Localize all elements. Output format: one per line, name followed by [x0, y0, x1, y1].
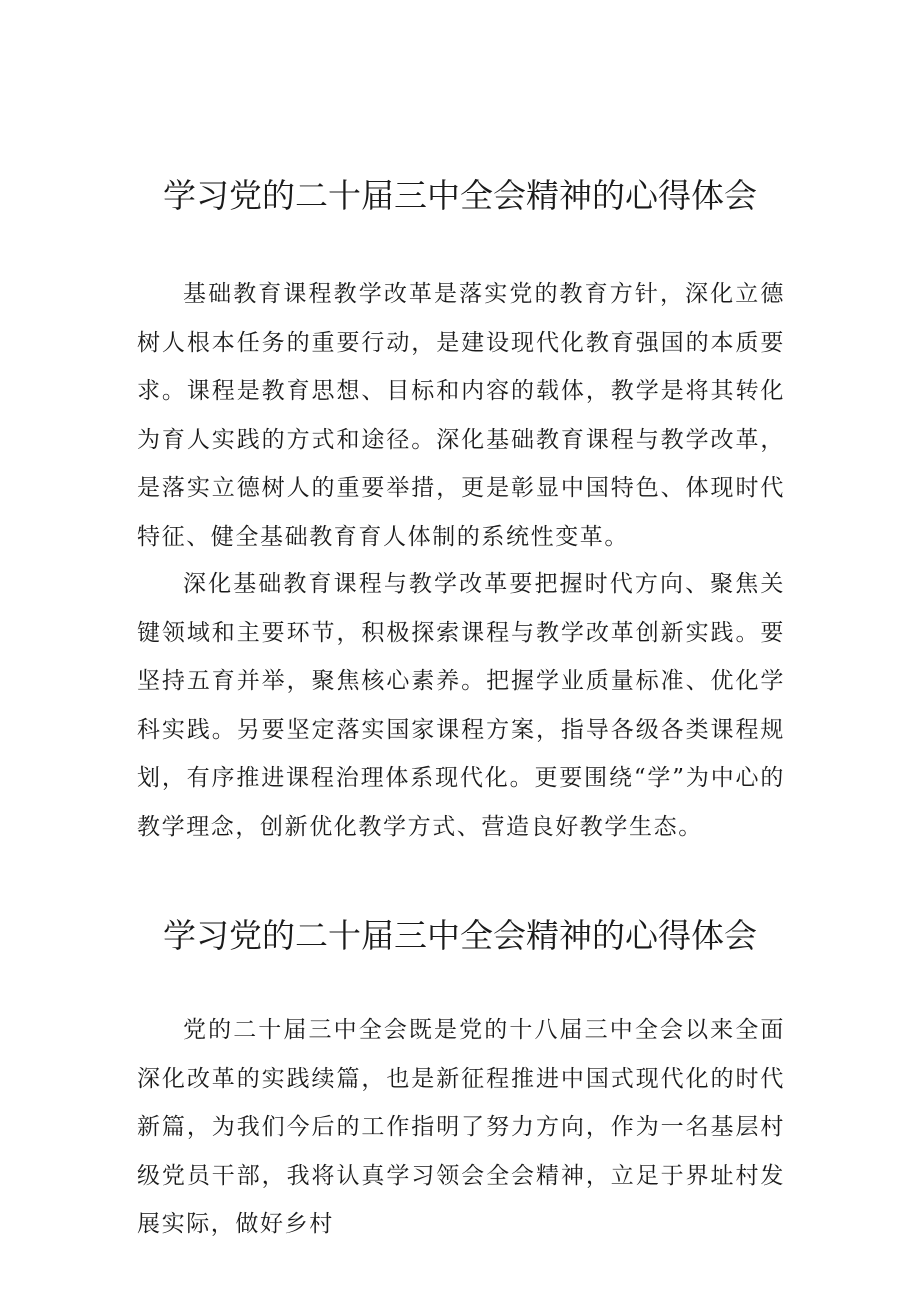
section-title: 学习党的二十届三中全会精神的心得体会	[163, 176, 757, 215]
body-paragraph: 党的二十届三中全会既是党的十八届三中全会以来全面深化改革的实践续篇，也是新征程推进中国式现代化的时代新篇，为我们今后的工作指明了努力方向，作为一名基层村级党员干部，我将认真学习领会全会精神，立足于界址村发展实际，做好乡村	[137, 1017, 785, 1237]
body-paragraph: 深化基础教育课程与教学改革要把握时代方向、聚焦关键领域和主要环节，积极探索课程与教学改革创新实践。要坚持五育并举，聚焦核心素养。把握学业质量标准、优化学科实践。另要坚定落实国家课程方案，指导各级各类课程规划，有序推进课程治理体系现代化。更要围绕“学”为中心的教学理念，创新优化教学方式、营造良好教学生态。	[137, 571, 785, 840]
body-paragraph: 基础教育课程教学改革是落实党的教育方针，深化立德树人根本任务的重要行动，是建设现代化教育强国的本质要求。课程是教育思想、目标和内容的载体，教学是将其转化为育人实践的方式和途径。深化基础教育课程与教学改革，是落实立德树人的重要举措，更是彰显中国特色、体现时代特征、健全基础教育育人体制的系统性变革。	[137, 281, 785, 550]
section-title: 学习党的二十届三中全会精神的心得体会	[163, 916, 757, 955]
